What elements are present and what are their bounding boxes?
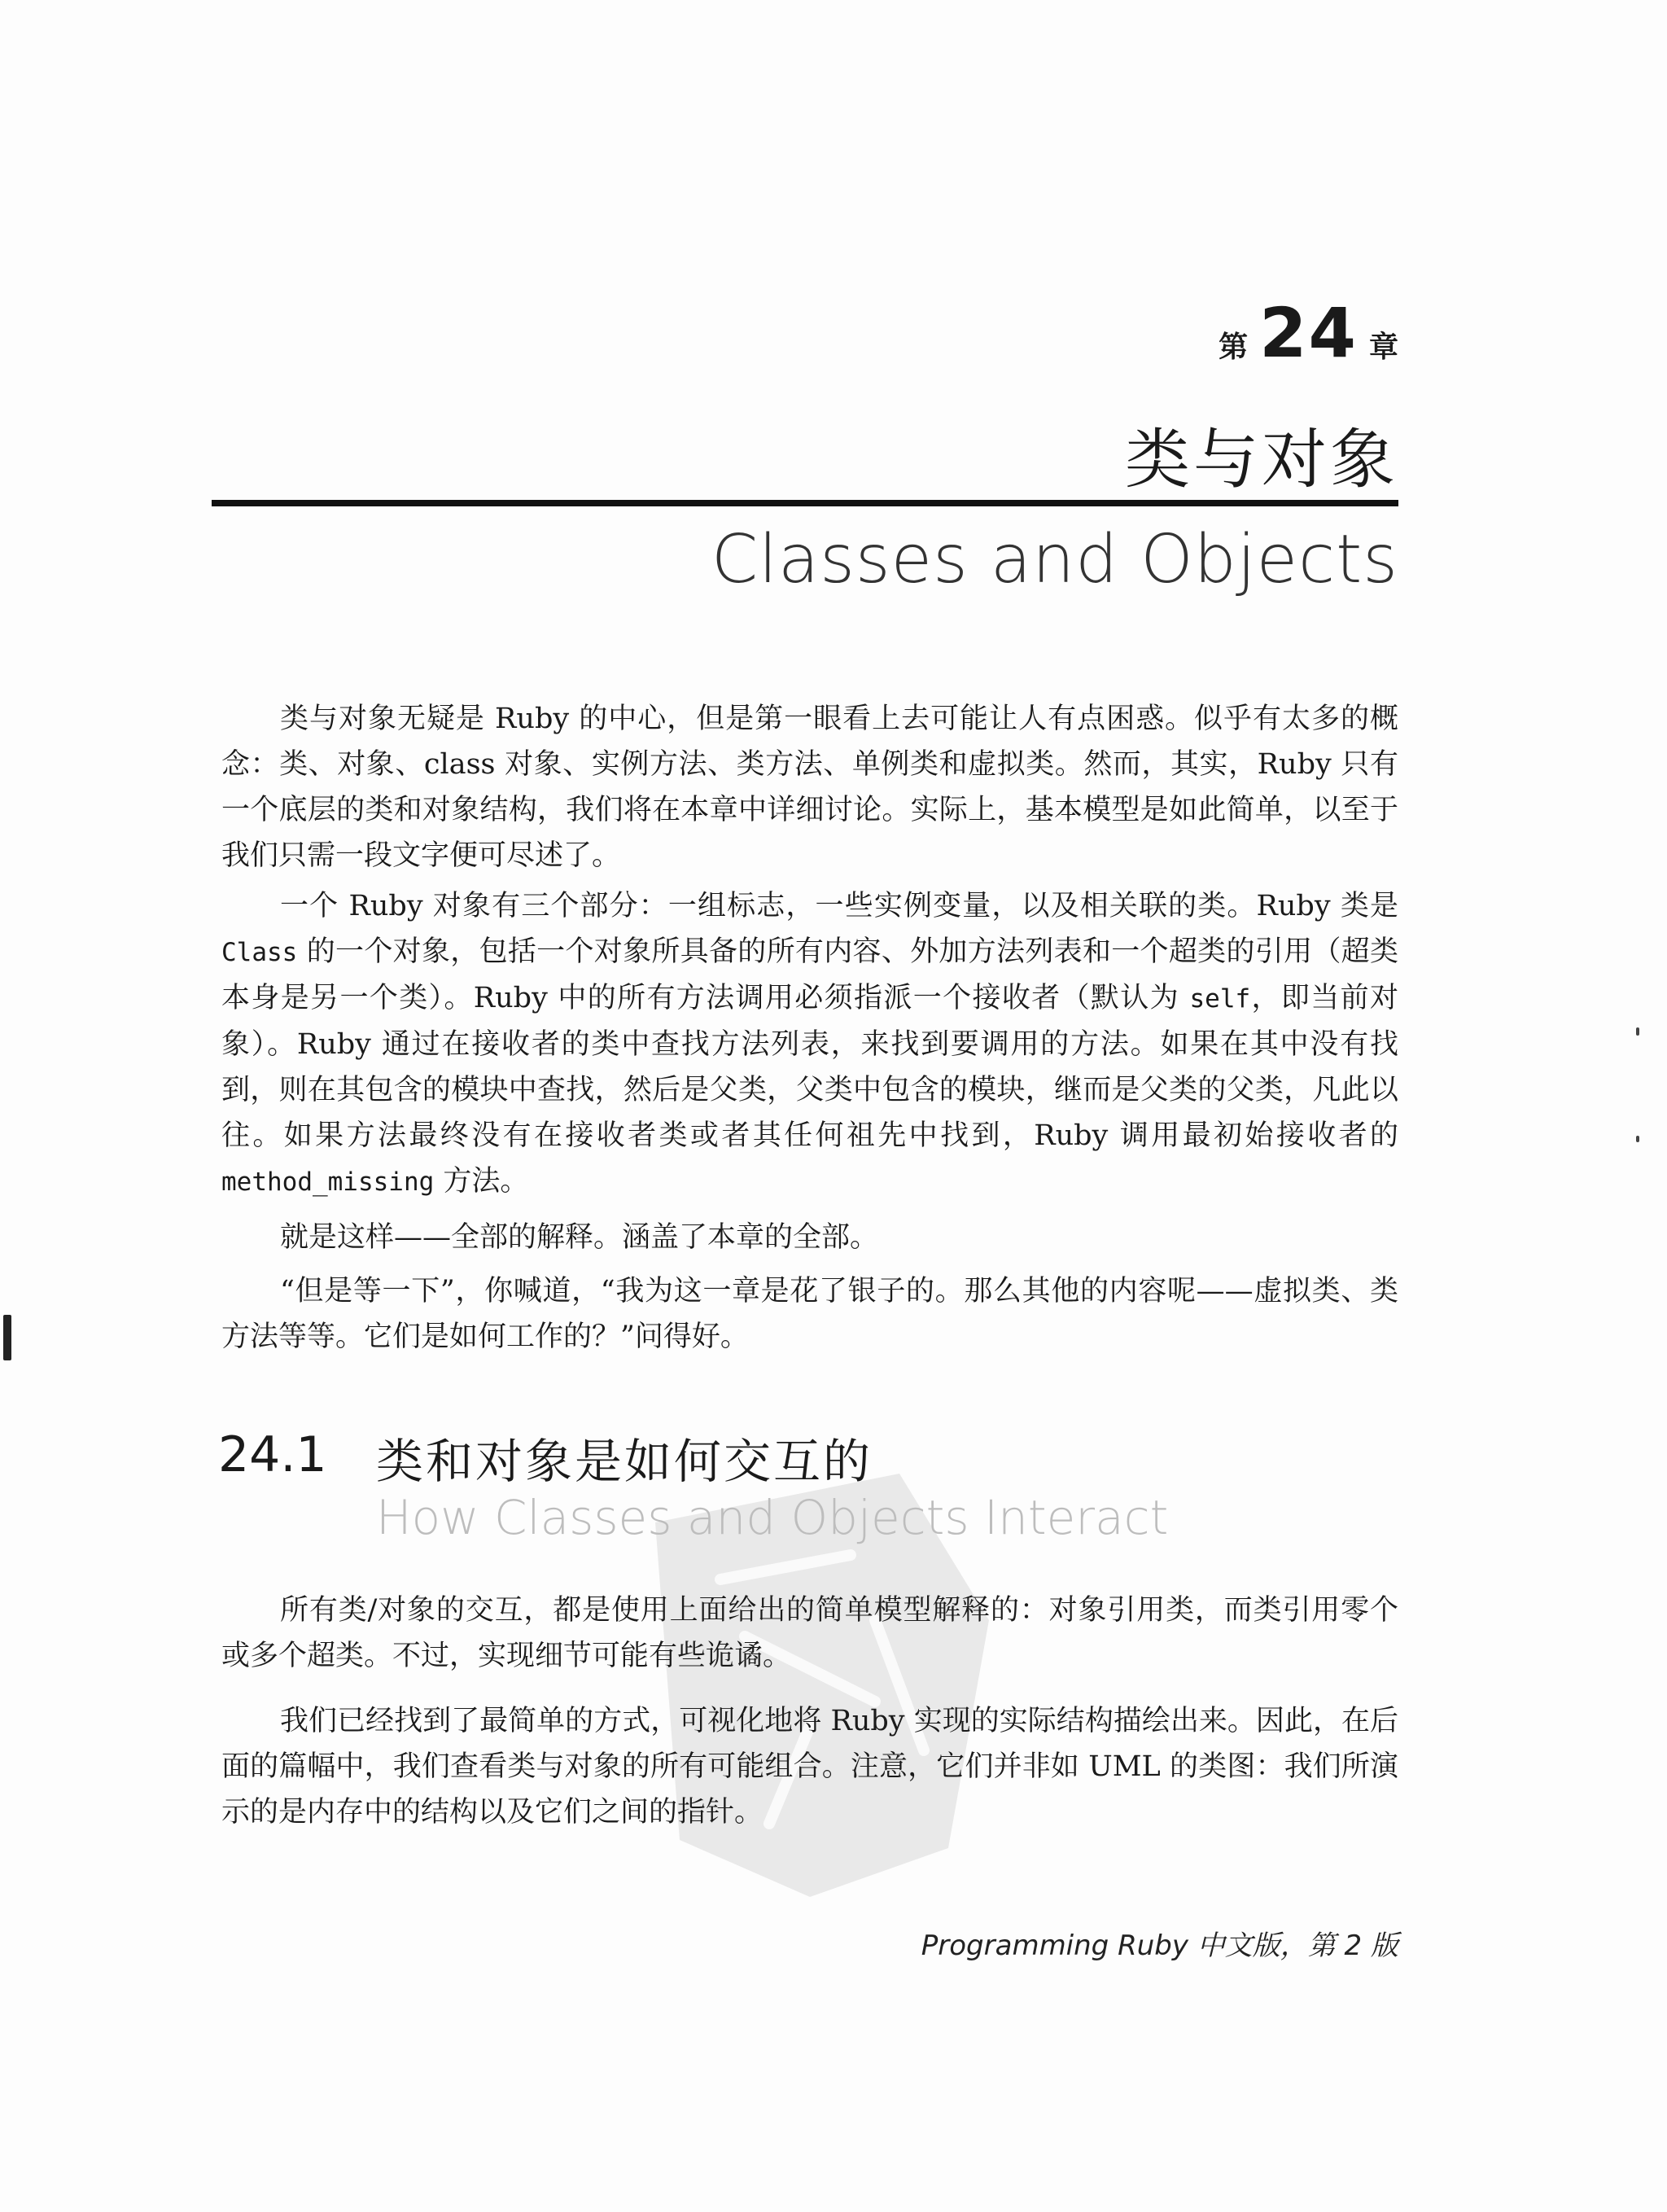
intro-paragraph-2 [221, 883, 1398, 1205]
inline-code-method-missing: method_missing [221, 1167, 435, 1197]
scan-speck [3, 1315, 11, 1360]
intro-paragraph-3: 就是这样——全部的解释。涵盖了本章的全部。 [280, 1221, 879, 1254]
text-run: 一个 Ruby 对象有三个部分：一组标志，一些实例变量，以及相关联的类。Ruby 类是 [280, 890, 1398, 922]
scan-speck [1636, 1136, 1639, 1142]
section-title-en: How Classes and Objects Interact [376, 1490, 1169, 1545]
page-footer: Programming Ruby 中文版，第 2 版 [921, 1929, 1398, 1962]
section-paragraph-2: 我们已经找到了最简单的方式，可视化地将 Ruby 实现的实际结构描绘出来。因此，在后面的篇幅中，我们查看类与对象的所有可能组合。注意，它们并非如 UML 的类图：我们所演示的是内存中的结构以及它们之间的指针。 [221, 1705, 1398, 1829]
text-run: 方法。 [434, 1165, 529, 1198]
chapter-number: 24 [1259, 293, 1358, 373]
chapter-prefix: 第 [1219, 331, 1249, 364]
title-divider [212, 500, 1398, 506]
intro-paragraph-1: 类与对象无疑是 Ruby 的中心，但是第一眼看上去可能让人有点困惑。似乎有太多的概念：类、对象、class 对象、实例方法、类方法、单例类和虚拟类。然而，其实，Ruby 只有一个底层的类和对象结构，我们将在本章中详细讨论。实际上，基本模型是如此简单，以至于我们只需一段文字便可尽述了。 [221, 703, 1398, 872]
chapter-title-zh: 类与对象 [1125, 422, 1398, 497]
text-run: ，即当前对象）。Ruby 通过在接收者的类中查找方法列表，来找到要调用的方法。如果在其中没有找到，则在其包含的模块中查找，然后是父类，父类中包含的模块，继而是父类的父类，凡此以往。如果方法最终没有在接收者类或者其任何祖先中找到，Ruby 调用最初始接收者的 [221, 982, 1398, 1152]
chapter-suffix: 章 [1368, 331, 1398, 364]
section-title-zh: 类和对象是如何交互的 [376, 1434, 873, 1489]
scan-speck [1636, 1027, 1639, 1036]
chapter-label [1219, 293, 1398, 373]
inline-code-class: Class [221, 938, 298, 967]
section-paragraph-1: 所有类/对象的交互，都是使用上面给出的简单模型解释的：对象引用类，而类引用零个或多个超类。不过，实现细节可能有些诡谲。 [221, 1594, 1398, 1672]
text-run: 的一个对象，包括一个对象所具备的所有内容、外加方法列表和一个超类的引用（超类本身是另一个类）。Ruby 中的所有方法调用必须指派一个接收者（默认为 [221, 935, 1398, 1014]
section-number: 24.1 [218, 1426, 327, 1483]
chapter-title-en: Classes and Objects [711, 521, 1398, 598]
intro-paragraph-4: “但是等一下”，你喊道，“我为这一章是花了银子的。那么其他的内容呢——虚拟类、类方法等等。它们是如何工作的？”问得好。 [221, 1275, 1398, 1353]
inline-code-self: self [1189, 984, 1251, 1014]
